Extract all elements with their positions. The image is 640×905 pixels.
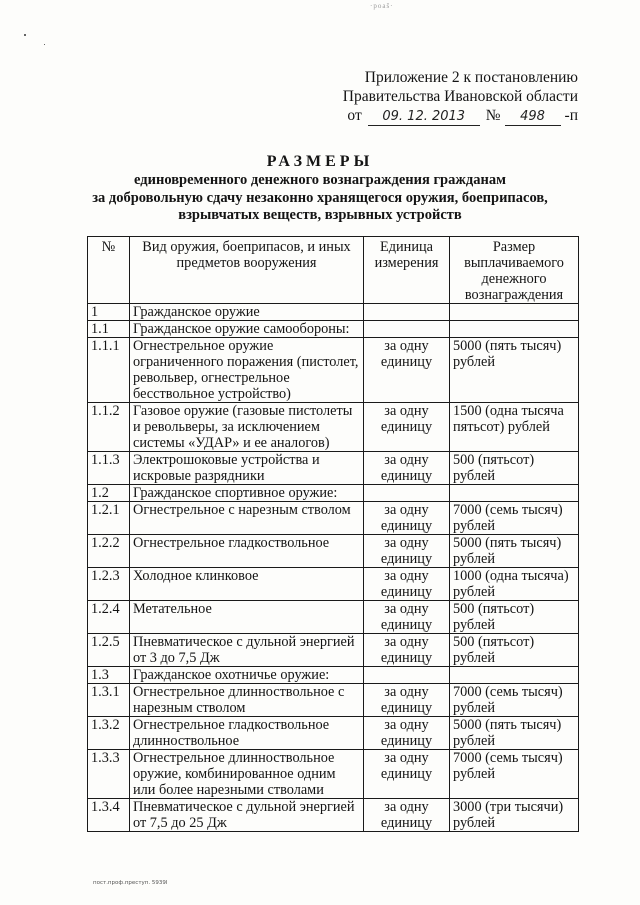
row-unit [364, 304, 450, 321]
row-amount: 5000 (пять тысяч) рублей [450, 717, 579, 750]
table-row [88, 338, 579, 403]
number-label: № [485, 107, 501, 124]
row-amount: 5000 (пять тысяч) рублей [450, 535, 579, 568]
subtitle-line: единовременного денежного вознаграждения гражданам [134, 172, 506, 188]
from-label: от [347, 107, 362, 124]
row-kind: Огнестрельное оружие ограниченного поражения (пистолет, револьвер, огнестрельное бесствольное устройство) [130, 338, 364, 403]
row-kind: Огнестрельное гладкоствольное [130, 535, 364, 568]
table-row [88, 403, 579, 452]
row-number: 1.3 [88, 667, 130, 684]
row-amount: 7000 (семь тысяч) рублей [450, 750, 579, 799]
row-number: 1.3.3 [88, 750, 130, 799]
table-row [88, 667, 579, 684]
row-kind: Пневматическое с дульной энергией от 7,5 до 25 Дж [130, 799, 364, 832]
row-number: 1 [88, 304, 130, 321]
row-amount: 1000 (одна тысяча) рублей [450, 568, 579, 601]
row-unit [364, 485, 450, 502]
row-number: 1.2.4 [88, 601, 130, 634]
row-unit: за одну единицу [364, 535, 450, 568]
row-unit [364, 321, 450, 338]
row-unit: за одну единицу [364, 568, 450, 601]
row-kind: Пневматическое с дульной энергией от 3 до 7,5 Дж [130, 634, 364, 667]
header-unit: Единица измерения [364, 237, 450, 304]
row-kind: Гражданское спортивное оружие: [130, 485, 364, 502]
row-amount: 3000 (три тысячи) рублей [450, 799, 579, 832]
header-amount: Размер выплачиваемого денежного вознаграждения [450, 237, 579, 304]
row-number: 1.3.1 [88, 684, 130, 717]
row-kind: Огнестрельное длинноствольное оружие, комбинированное одним или более нарезными стволами [130, 750, 364, 799]
row-number: 1.2.5 [88, 634, 130, 667]
row-unit: за одну единицу [364, 502, 450, 535]
header-line-1: Приложение 2 к постановлению [364, 69, 578, 86]
row-number: 1.1.3 [88, 452, 130, 485]
row-amount [450, 485, 579, 502]
row-kind: Гражданское охотничье оружие: [130, 667, 364, 684]
row-amount [450, 321, 579, 338]
row-number: 1.3.4 [88, 799, 130, 832]
row-number: 1.1.2 [88, 403, 130, 452]
row-kind: Огнестрельное с нарезным стволом [130, 502, 364, 535]
header-line-3 [343, 106, 578, 126]
row-kind: Холодное клинковое [130, 568, 364, 601]
row-amount: 7000 (семь тысяч) рублей [450, 502, 579, 535]
header-kind: Вид оружия, боеприпасов, и иных предметов вооружения [130, 237, 364, 304]
table-row [88, 485, 579, 502]
row-unit: за одну единицу [364, 799, 450, 832]
row-amount: 500 (пятьсот) рублей [450, 452, 579, 485]
document-title: РАЗМЕРЫ [266, 153, 374, 170]
handwritten-number: 498 [505, 109, 561, 126]
row-kind: Огнестрельное длинноствольное с нарезным стволом [130, 684, 364, 717]
row-number: 1.2 [88, 485, 130, 502]
number-suffix: -п [564, 107, 578, 124]
row-amount: 5000 (пять тысяч) рублей [450, 338, 579, 403]
table-row [88, 717, 579, 750]
row-kind: Огнестрельное гладкоствольное длинноствольное [130, 717, 364, 750]
row-kind: Электрошоковые устройства и искровые разрядники [130, 452, 364, 485]
row-unit [364, 667, 450, 684]
subtitle-line: за добровольную сдачу незаконно хранящегося оружия, боеприпасов, [92, 189, 548, 206]
row-kind: Гражданское оружие [130, 304, 364, 321]
subtitle-line: взрывчатых веществ, взрывных устройств [178, 207, 462, 223]
row-amount: 500 (пятьсот) рублей [450, 601, 579, 634]
handwritten-date: 09. 12. 2013 [368, 109, 480, 126]
row-number: 1.1.1 [88, 338, 130, 403]
row-amount [450, 304, 579, 321]
table-row [88, 684, 579, 717]
row-kind: Метательное [130, 601, 364, 634]
table-row [88, 568, 579, 601]
rewards-table [87, 236, 579, 832]
table-row [88, 502, 579, 535]
header-line-2: Правительства Ивановской области [342, 88, 578, 105]
scan-speck [44, 44, 45, 45]
row-amount: 500 (пятьсот) рублей [450, 634, 579, 667]
table-row [88, 304, 579, 321]
row-kind: Гражданское оружие самообороны: [130, 321, 364, 338]
row-number: 1.2.1 [88, 502, 130, 535]
row-unit: за одну единицу [364, 684, 450, 717]
row-unit: за одну единицу [364, 717, 450, 750]
row-number: 1.2.3 [88, 568, 130, 601]
table-header-row [88, 237, 579, 304]
row-unit: за одну единицу [364, 338, 450, 403]
row-number: 1.1 [88, 321, 130, 338]
scan-speck [24, 34, 26, 36]
row-kind: Газовое оружие (газовые пистолеты и револьверы, за исключением системы «УДАР» и ее аналогов) [130, 403, 364, 452]
table-row [88, 750, 579, 799]
table-row [88, 321, 579, 338]
table-row [88, 601, 579, 634]
document-title-block [0, 152, 640, 225]
row-amount: 7000 (семь тысяч) рублей [450, 684, 579, 717]
row-number: 1.2.2 [88, 535, 130, 568]
row-unit: за одну единицу [364, 634, 450, 667]
row-unit: за одну единицу [364, 601, 450, 634]
table-row [88, 452, 579, 485]
table-row [88, 799, 579, 832]
row-unit: за одну единицу [364, 452, 450, 485]
row-amount: 1500 (одна тысяча пятьсот) рублей [450, 403, 579, 452]
scan-stamp-mark: ·poaš· [370, 2, 394, 10]
row-unit: за одну единицу [364, 403, 450, 452]
table-row [88, 535, 579, 568]
appendix-header [343, 68, 578, 126]
row-unit: за одну единицу [364, 750, 450, 799]
footer-reference: пост.проф.преступ. 5939I [93, 880, 168, 886]
row-amount [450, 667, 579, 684]
header-number: № [88, 237, 130, 304]
row-number: 1.3.2 [88, 717, 130, 750]
table-row [88, 634, 579, 667]
